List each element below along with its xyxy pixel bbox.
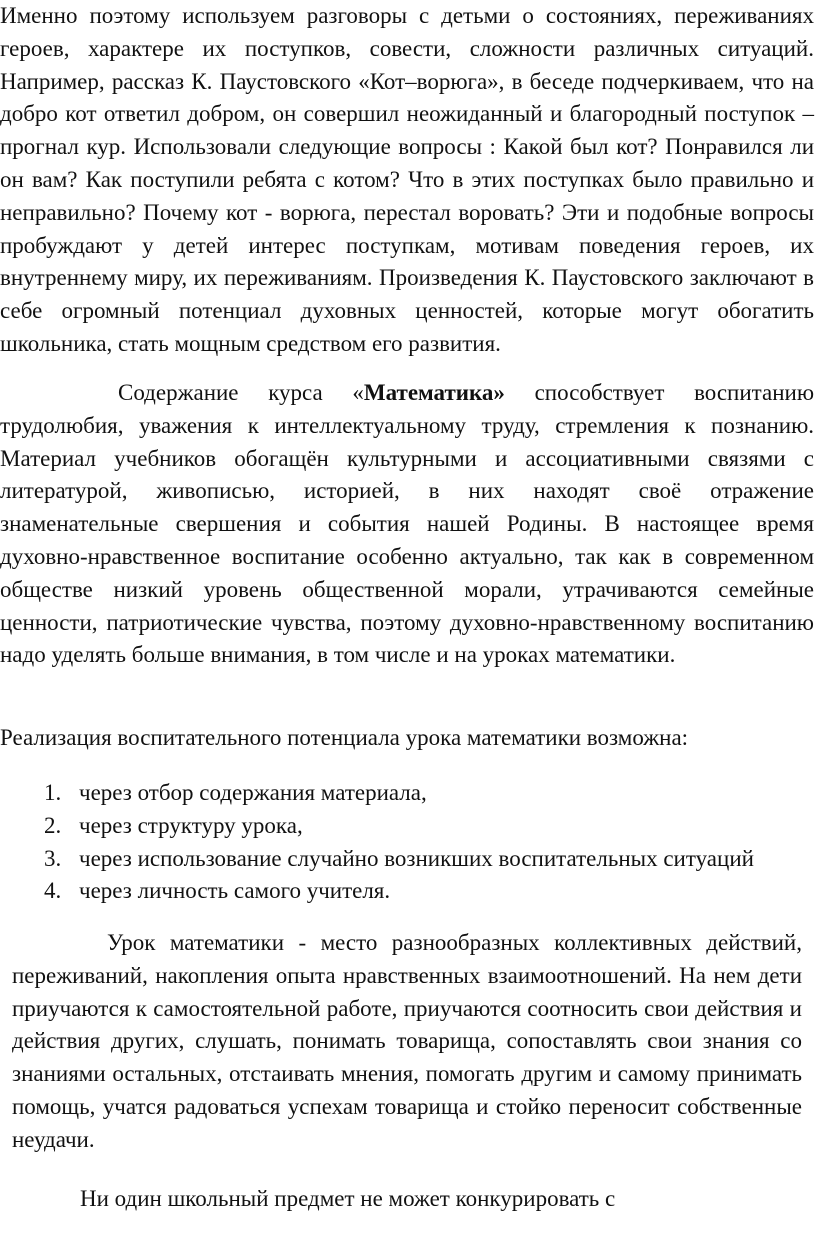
paragraph-paustovsky: Именно поэтому используем разговоры с детьми о состояниях, переживаниях героев, характере их поступков, совести, сложности различных ситуаций. Например, рассказ К. Паустовского «Кот–ворюга», в беседе подчеркиваем, что на добро кот ответил добром, он совершил неожиданный и благородный поступок – прогнал кур. Использовали следующие вопросы : Какой был кот? Понравился ли он вам? Как поступили ребята с котом? Что в этих поступках было правильно и неправильно? Почему кот - ворюга, перестал воровать? Эти и подобные вопросы пробуждают у детей интерес поступкам, мотивам поведения героев, их внутреннему миру, их переживаниям. Произведения К. Паустовского заключают в себе огромный потенциал духовных ценностей, которые могут обогатить школьника, стать мощным средством его развития. — [0, 3, 814, 356]
list-item — [44, 777, 754, 810]
paragraph-math-lesson: Урок математики - место разнообразных коллективных действий, переживаний, накопления опыта нравственных взаимоотношений. На нем дети приучаются к самостоятельной работе, приучаются соотносить свои действия и действия других, слушать, понимать товарища, сопоставлять свои знания со знаниями остальных, отстаивать мнения, помогать другим и самому принимать помощь, учатся радоваться успехам товарища и стойко переносит собственные неудачи. — [12, 930, 802, 1152]
course-name-bold: Математика» — [363, 380, 505, 405]
paragraph-math-course — [0, 377, 814, 672]
list-item-number: 4. — [44, 878, 62, 904]
list-item-number: 1. — [44, 780, 62, 805]
paragraph-math-course-body: способствует воспитанию трудолюбия, уважения к интеллектуальному труду, стремления к познанию. Материал учебников обогащён культурными и ассоциативными связями с литературой, живописью, историей, в них находят своё отражение знаменательные свершения и события нашей Родины. В настоящее время духовно-нравственное воспитание особенно актуально, так как в современном обществе низкий уровень общественной морали, утрачиваются семейные ценности, патриотические чувства, поэтому духовно-нравственному воспитанию надо уделять больше внимания, в том числе и на уроках математики. — [0, 380, 815, 668]
list-item-number: 2. — [44, 812, 62, 838]
list-item-text: через структуру урока, — [79, 812, 303, 838]
list-item-text: через использование случайно возникших воспитательных ситуаций — [79, 845, 754, 871]
paragraph-math-course-intro: Содержание курса « — [118, 380, 364, 405]
list-item-text: через личность самого учителя. — [79, 878, 391, 904]
paragraph-realization: Реализация воспитательного потенциала урока математики возможна: — [0, 725, 689, 750]
list-item — [44, 875, 754, 908]
list-item — [44, 843, 754, 876]
realization-list — [44, 777, 754, 908]
list-item-text: через отбор содержания материала, — [79, 780, 427, 805]
list-item-number: 3. — [44, 845, 62, 871]
list-item — [44, 810, 754, 843]
paragraph-no-subject: Ни один школьный предмет не может конкурировать с — [80, 1186, 616, 1211]
